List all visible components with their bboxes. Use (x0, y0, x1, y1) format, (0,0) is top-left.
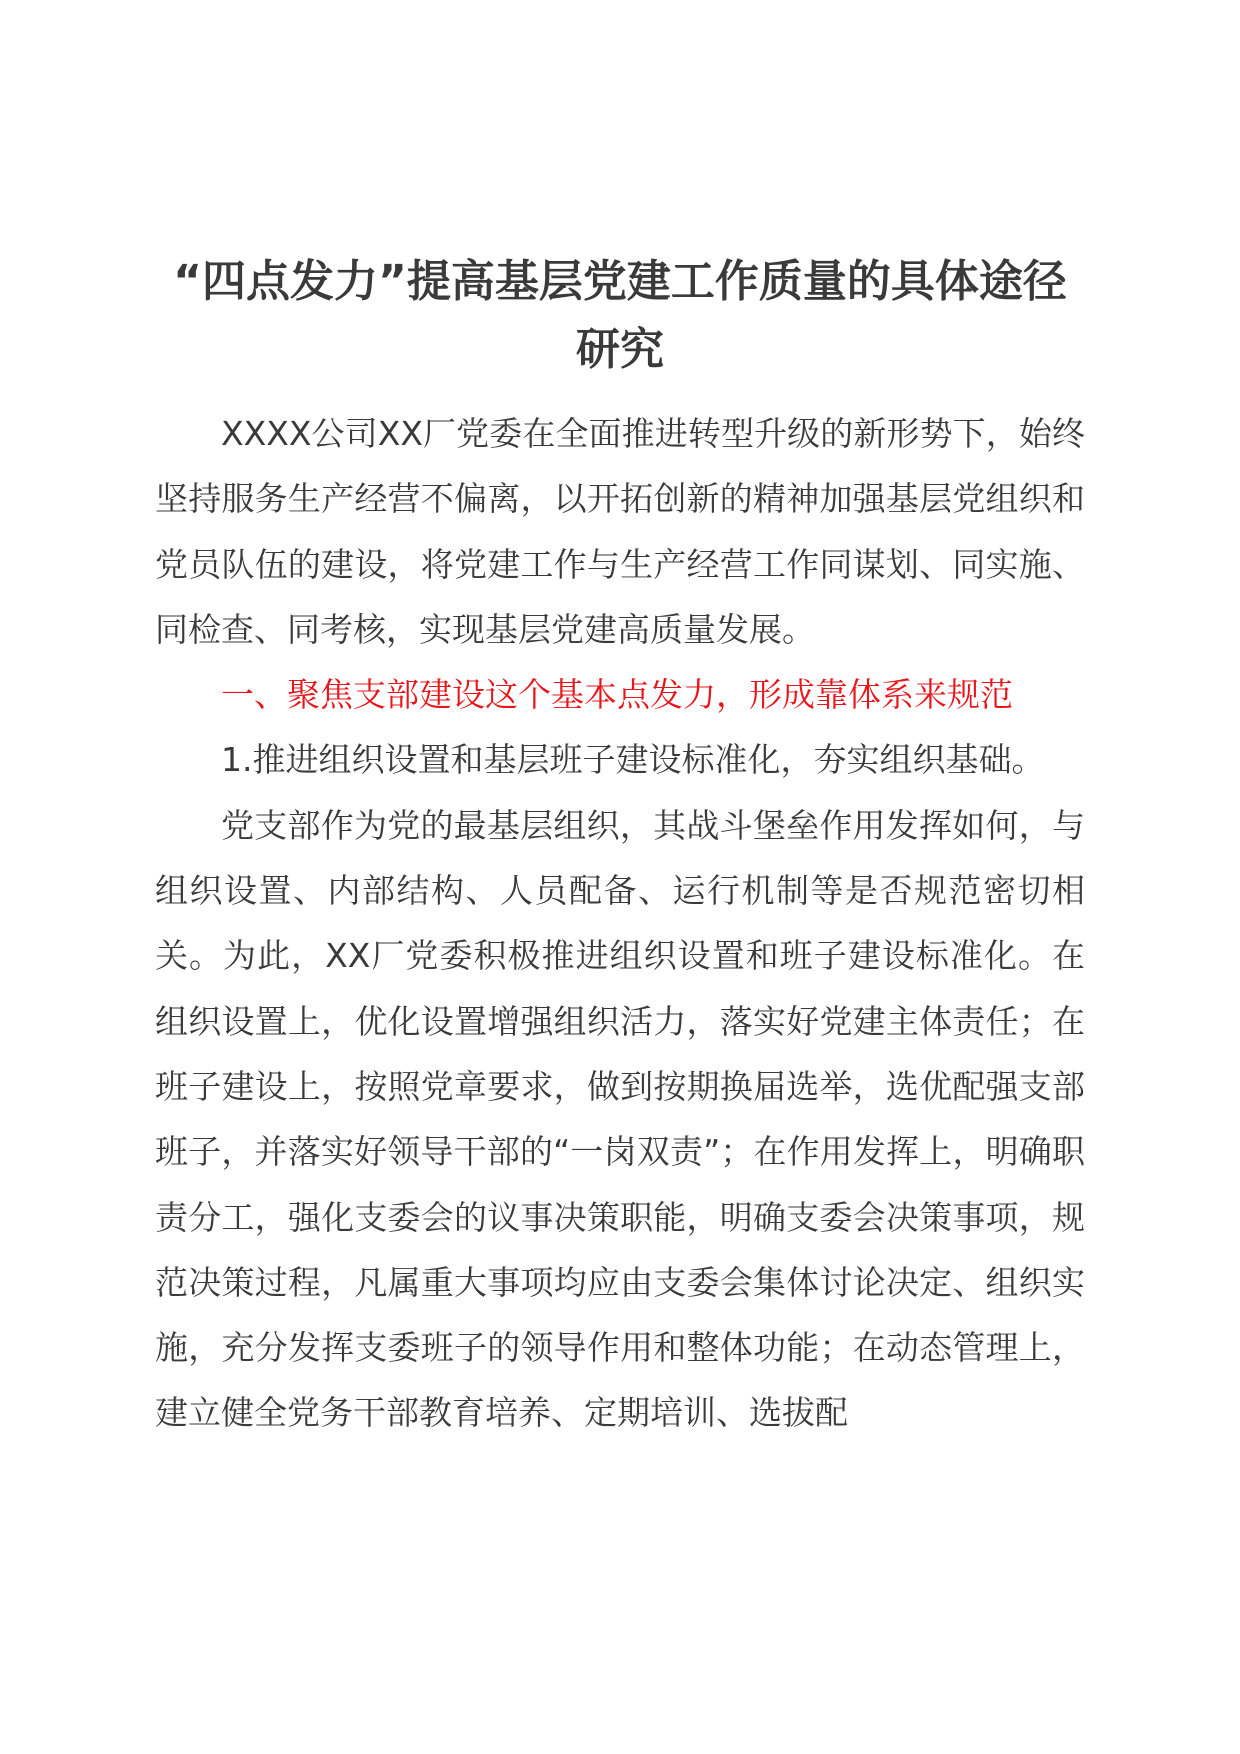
body-paragraph: 党支部作为党的最基层组织，其战斗堡垒作用发挥如何，与组织设置、内部结构、人员配备、运行机制等是否规范密切相关。为此，XX厂党委积极推进组织设置和班子建设标准化。在组织设置上，优化设置增强组织活力，落实好党建主体责任；在班子建设上，按照党章要求，做到按期换届选举，选优配强支部班子，并落实好领导干部的“一岗双责”；在作用发挥上，明确职责分工，强化支委会的议事决策职能，明确支委会决策事项，规范决策过程，凡属重大事项均应由支委会集体讨论决定、组织实施，充分发挥支委班子的领导作用和整体功能；在动态管理上，建立健全党务干部教育培养、定期培训、选拔配 (155, 805, 1085, 1433)
section-heading-1: 一、聚焦支部建设这个基本点发力，形成靠体系来规范 (221, 675, 1013, 715)
subsection-heading-1-1: 1.推进组织设置和基层班子建设标准化，夯实组织基础。 (221, 740, 1045, 780)
document-body (155, 401, 1085, 1446)
document-title: “四点发力”提高基层党建工作质量的具体途径研究 (173, 256, 1067, 375)
intro-paragraph: XXXX公司XX厂党委在全面推进转型升级的新形势下，始终坚持服务生产经营不偏离，以开拓创新的精神加强基层党组织和党员队伍的建设，将党建工作与生产经营工作同谋划、同实施、同检查、同考核，实现基层党建高质量发展。 (155, 414, 1085, 649)
